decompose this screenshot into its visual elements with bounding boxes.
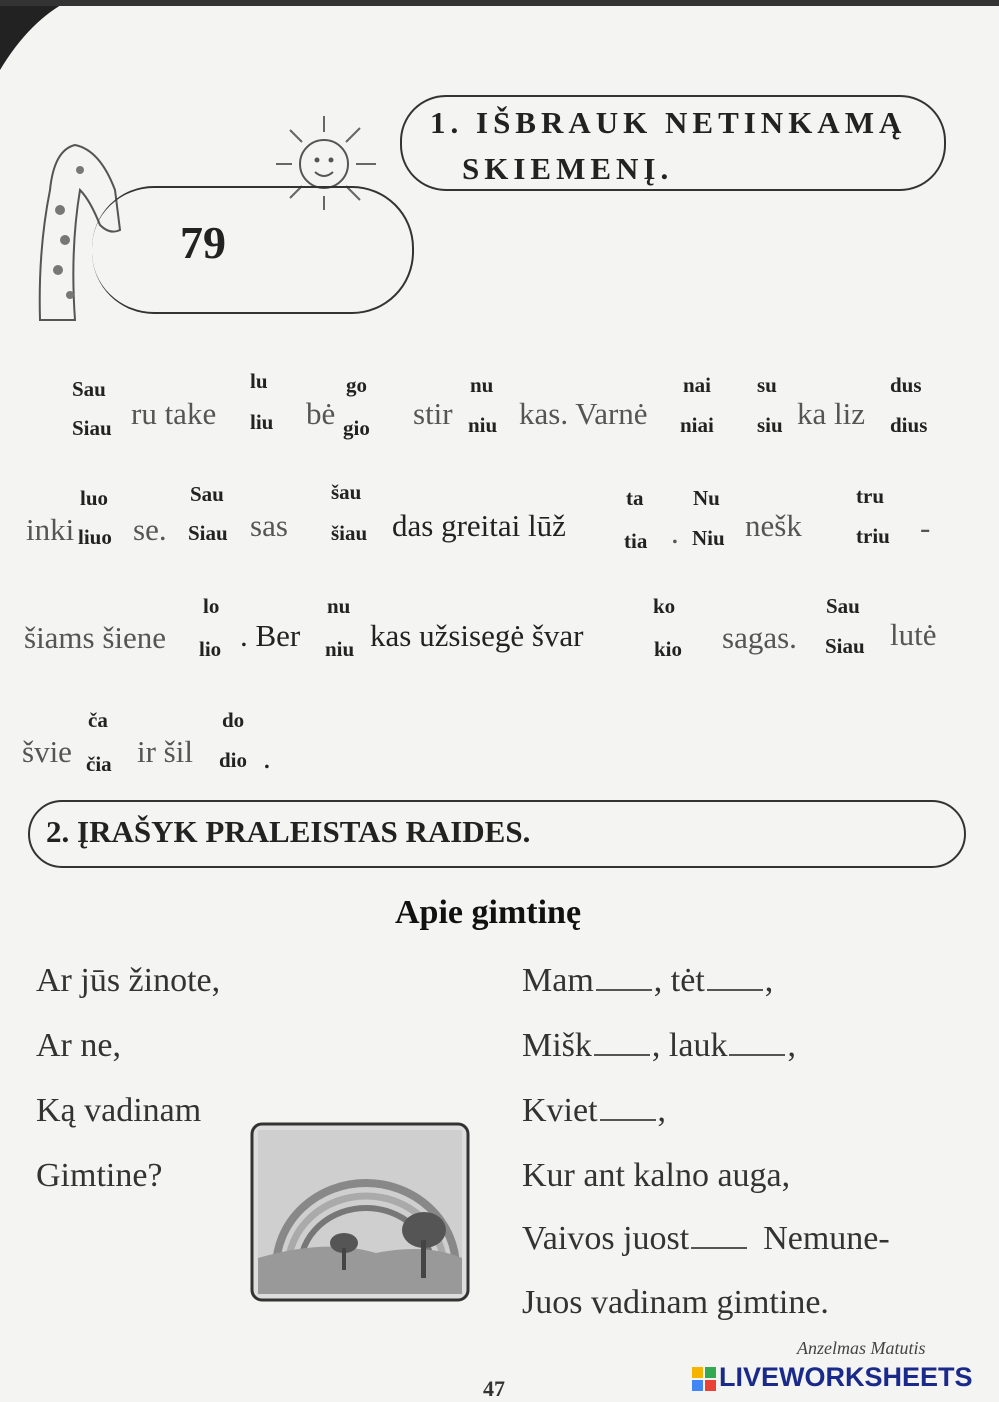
- blank-field[interactable]: [691, 1247, 747, 1249]
- exercise2-title: 2. ĮRAŠYK PRALEISTAS RAIDES.: [46, 814, 531, 849]
- syllable-option[interactable]: Nu: [693, 486, 720, 510]
- poem-author: Anzelmas Matutis: [797, 1338, 926, 1358]
- syllable-option[interactable]: su: [757, 373, 777, 397]
- text-fragment: stir: [413, 396, 453, 431]
- poem-line: Juos vadinam gimtine.: [522, 1284, 829, 1321]
- rainbow-picture: [246, 1118, 476, 1308]
- blank-field[interactable]: [707, 989, 763, 991]
- syllable-option[interactable]: ča: [88, 708, 108, 732]
- syllable-option[interactable]: go: [346, 373, 367, 397]
- syllable-option[interactable]: ko: [653, 594, 676, 618]
- blank-field[interactable]: [600, 1119, 656, 1121]
- poem-text: Mišk: [522, 1027, 592, 1064]
- syllable-option[interactable]: dus: [890, 373, 922, 397]
- syllable-option[interactable]: dius: [890, 413, 928, 437]
- syllable-option[interactable]: siu: [757, 413, 783, 437]
- syllable-option[interactable]: tru: [856, 484, 884, 508]
- syllable-option[interactable]: luo: [80, 486, 109, 510]
- poem-line: Kur ant kalno auga,: [522, 1157, 791, 1194]
- poem-line: [522, 962, 773, 1000]
- syllable-option[interactable]: Niu: [692, 526, 725, 550]
- blank-field[interactable]: [596, 989, 652, 991]
- text-fragment: nešk: [745, 508, 802, 543]
- text-fragment: -: [920, 510, 931, 545]
- syllable-option[interactable]: nai: [683, 373, 712, 397]
- syllable-option[interactable]: Siau: [825, 634, 865, 658]
- exercise1-title: [430, 100, 906, 192]
- text-fragment: sagas.: [722, 620, 797, 655]
- text-fragment: šiams šiene: [24, 620, 167, 655]
- syllable-option[interactable]: lu: [250, 369, 268, 393]
- exercise1-title-line1: 1. IŠBRAUK NETINKAMĄ: [430, 105, 907, 140]
- syllable-option[interactable]: kio: [654, 637, 683, 661]
- syllable-option[interactable]: nu: [327, 594, 351, 618]
- page-number: 47: [483, 1376, 505, 1401]
- syllable-option[interactable]: Sau: [72, 377, 106, 401]
- syllable-option[interactable]: triu: [856, 524, 890, 548]
- syllable-option[interactable]: niu: [468, 413, 498, 437]
- poem-text: Nemune-: [763, 1220, 890, 1257]
- poem-line: [522, 1220, 890, 1258]
- text-fragment: lutė: [890, 617, 937, 652]
- syllable-option[interactable]: liu: [250, 410, 274, 434]
- poem-line: Ką vadinam: [36, 1092, 202, 1129]
- exercise1-title-line2: SKIEMENĮ.: [462, 151, 674, 186]
- poem-line: [522, 1092, 666, 1130]
- syllable-option[interactable]: niu: [325, 637, 355, 661]
- poem-text: , tėt: [653, 962, 705, 999]
- poem-text: Mam: [522, 962, 594, 999]
- syllable-option[interactable]: liuo: [78, 525, 112, 549]
- blank-field[interactable]: [729, 1054, 785, 1056]
- syllable-option[interactable]: Siau: [72, 416, 112, 440]
- text-fragment: kas užsisegė švar: [370, 618, 584, 653]
- text-fragment: ir šil: [137, 734, 193, 769]
- poem-line: Gimtine?: [36, 1157, 163, 1194]
- syllable-option[interactable]: lio: [199, 637, 222, 661]
- syllable-option[interactable]: Sau: [826, 594, 860, 618]
- poem-line: Ar ne,: [36, 1027, 121, 1064]
- syllable-option[interactable]: niai: [680, 413, 714, 437]
- poem-text: ,: [764, 962, 774, 999]
- syllable-option[interactable]: čia: [86, 752, 112, 776]
- poem-line: [522, 1027, 796, 1065]
- syllable-option[interactable]: gio: [343, 416, 370, 440]
- number-box: [92, 186, 414, 314]
- syllable-option[interactable]: nu: [470, 373, 494, 397]
- syllable-option[interactable]: tia: [624, 529, 648, 553]
- poem-text: Vaivos juost: [522, 1220, 690, 1257]
- text-fragment: kas. Varnė: [519, 396, 648, 431]
- syllable-option[interactable]: Sau: [190, 482, 224, 506]
- text-fragment: . Ber: [240, 618, 301, 653]
- text-fragment: ka liz: [797, 396, 865, 431]
- text-fragment: švie: [22, 734, 72, 769]
- text-fragment: das greitai lūž: [392, 508, 566, 543]
- blank-field[interactable]: [594, 1054, 650, 1056]
- exercise-number: 79: [180, 217, 226, 268]
- liveworksheets-brand[interactable]: LIVEWORKSHEETS: [719, 1362, 973, 1392]
- text-fragment: se.: [133, 512, 167, 547]
- text-fragment: ru take: [131, 396, 217, 431]
- text-fragment: inki: [26, 512, 75, 547]
- syllable-option[interactable]: ta: [626, 486, 644, 510]
- poem-line: Ar jūs žinote,: [36, 962, 221, 999]
- text-fragment: .: [263, 740, 271, 775]
- poem-text: , lauk: [651, 1027, 728, 1064]
- syllable-option[interactable]: šau: [331, 480, 362, 504]
- poem-text: Kviet: [522, 1092, 598, 1129]
- syllable-option[interactable]: lo: [203, 594, 220, 618]
- syllable-option[interactable]: šiau: [331, 521, 368, 545]
- syllable-option[interactable]: do: [222, 708, 245, 732]
- poem-text: ,: [787, 1027, 796, 1064]
- syllable-option[interactable]: Siau: [188, 521, 228, 545]
- text-fragment: sas: [250, 508, 288, 543]
- liveworksheets-logo-icon: [692, 1367, 716, 1391]
- poem-text: ,: [657, 1092, 667, 1129]
- syllable-option[interactable]: dio: [219, 748, 248, 772]
- text-fragment: .: [671, 515, 679, 550]
- poem-title: Apie gimtinę: [395, 894, 582, 931]
- text-fragment: bė: [306, 396, 336, 431]
